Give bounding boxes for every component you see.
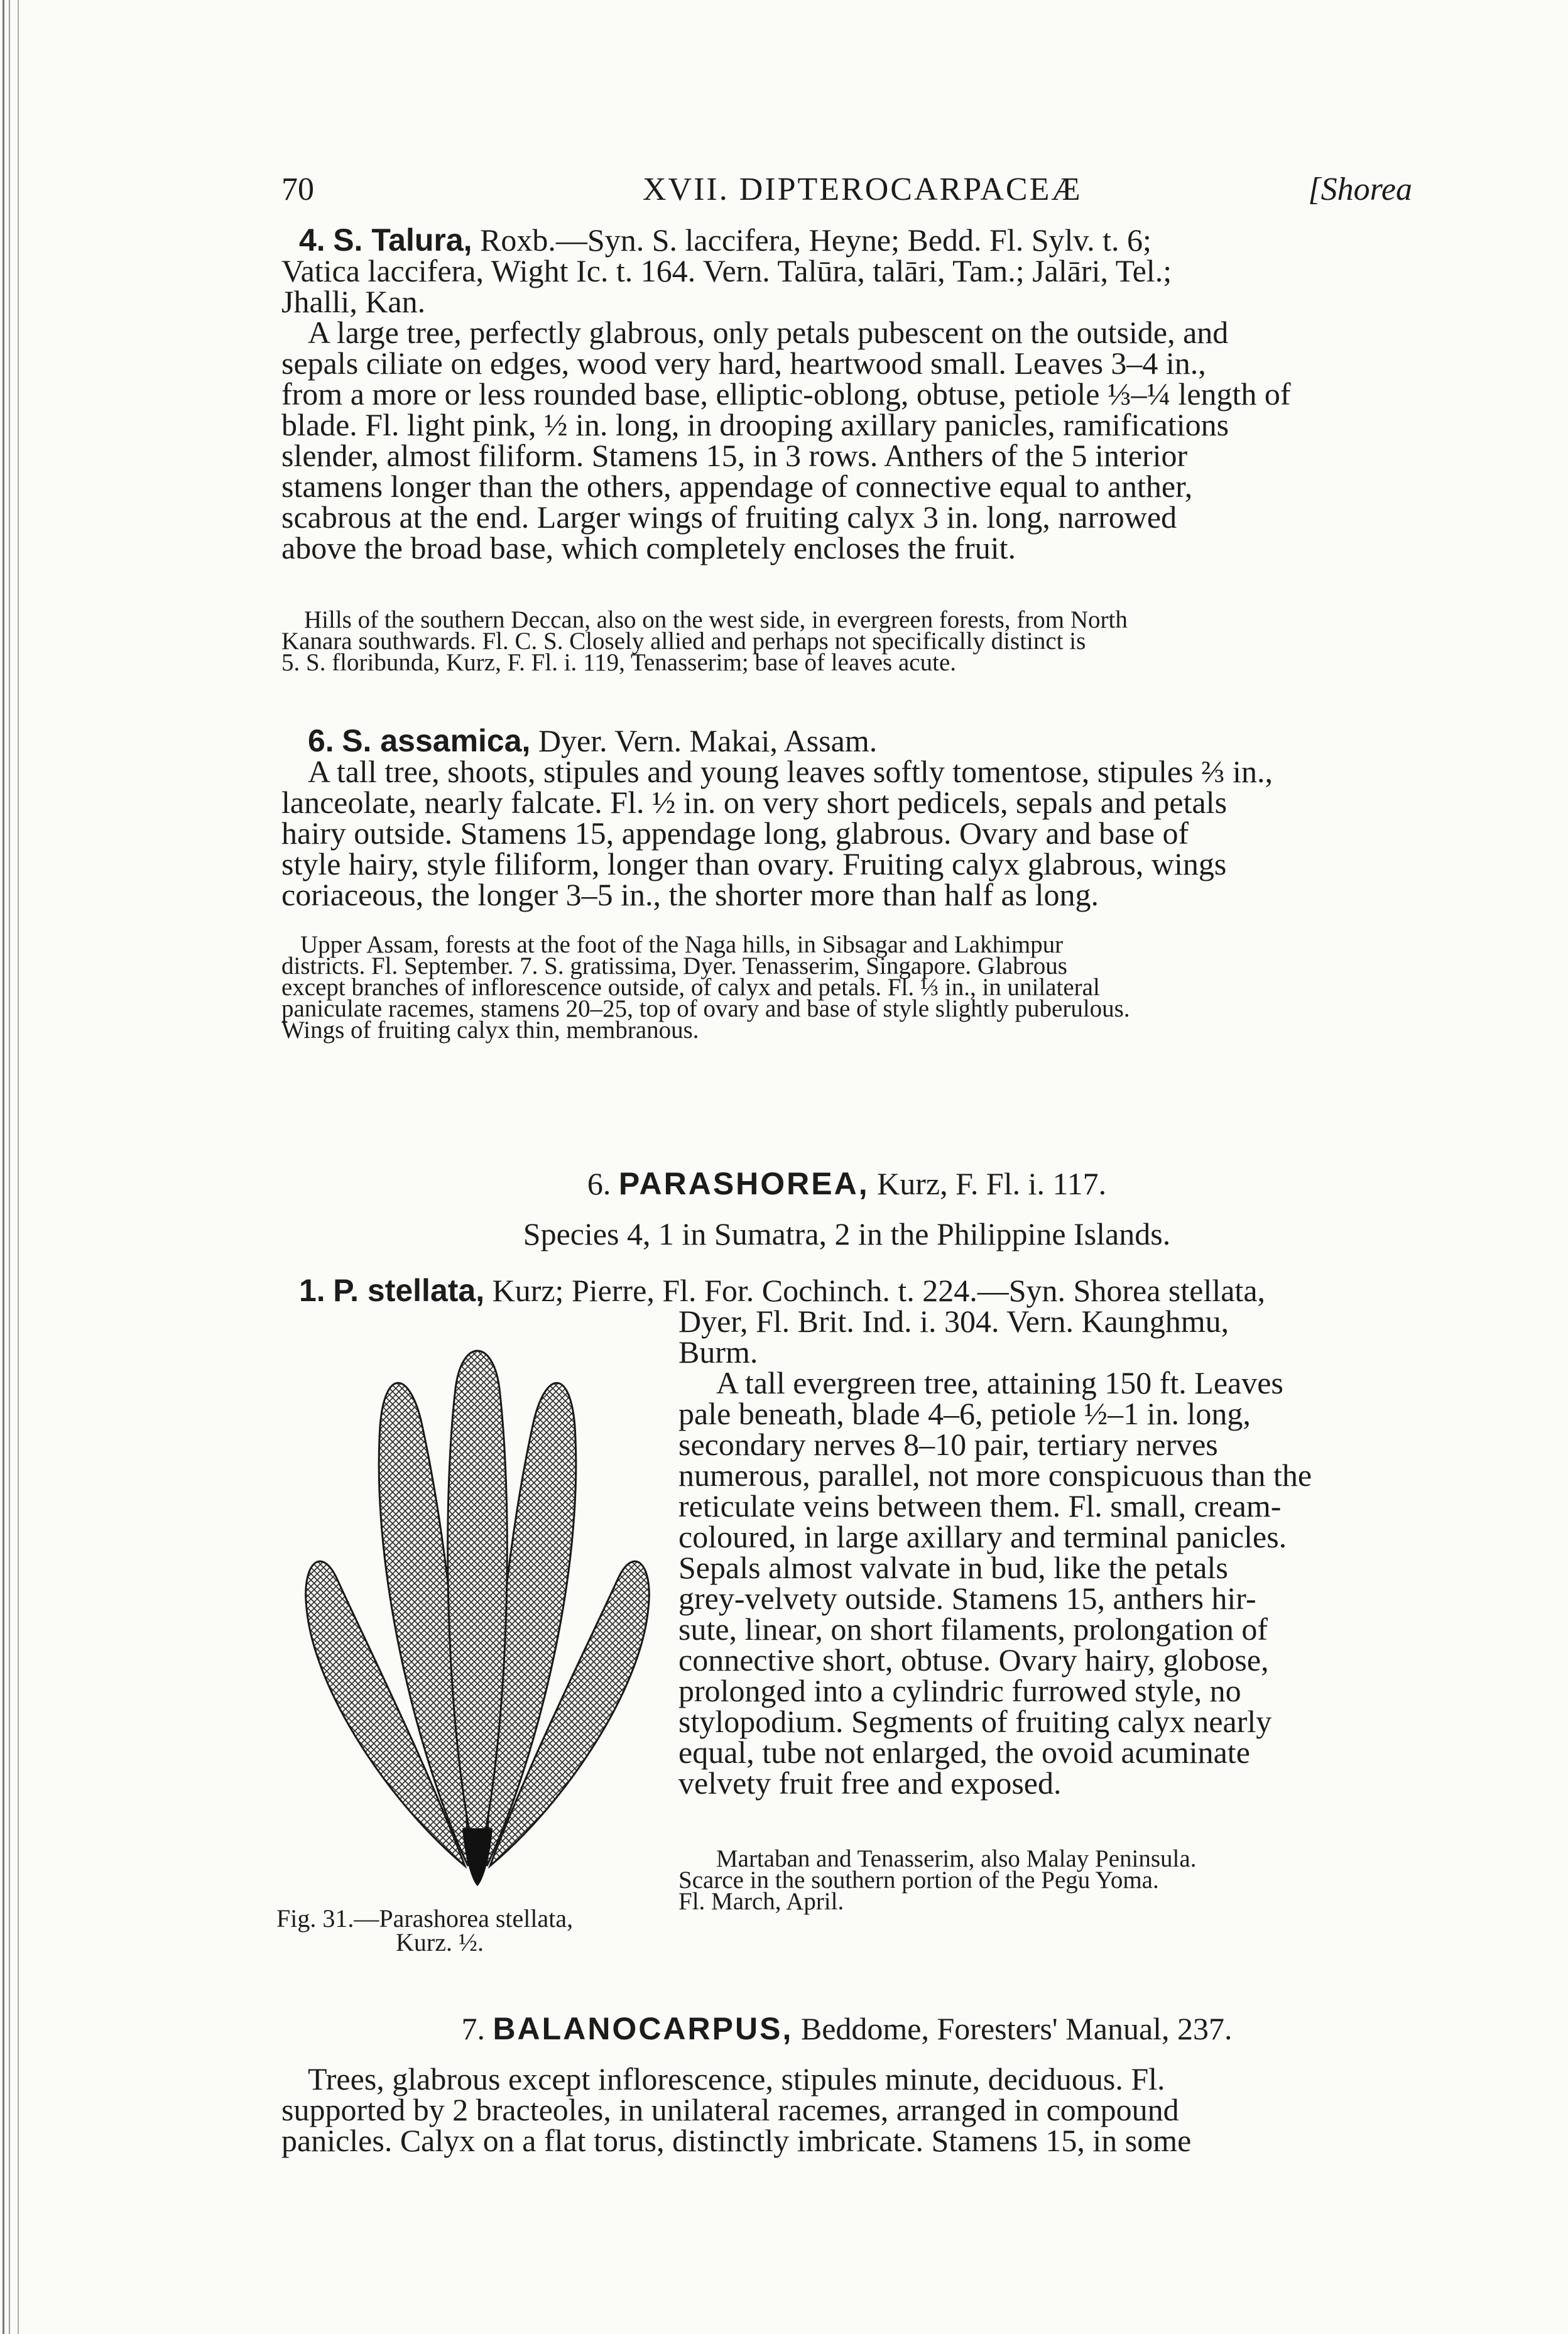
page-number: 70 <box>281 172 314 207</box>
running-title: XVII. DIPTEROCARPACEÆ <box>643 172 1082 207</box>
binding-edge <box>0 0 38 2334</box>
running-genus: [Shorea <box>1308 172 1412 207</box>
p-stellata-line1: 1. P. stellata, Kurz; Pierre, Fl. For. Cochinch. t. 224.—Syn. Shorea stellata, <box>299 1273 1266 1308</box>
genus-6-heading: 6. PARASHOREA, Kurz, F. Fl. i. 117. <box>587 1166 1107 1201</box>
species-4-note: Hills of the southern Deccan, also on the west side, in evergreen forests, from North Kanara southwards. Fl. C. S. Closely allied and perhaps not specifically distinct is 5. S. floribunda, Kurz, F. Fl. i. 119, Tenasserim; base of leaves acute. <box>281 606 1128 676</box>
running-header <box>281 171 1412 209</box>
species-6-note: Upper Assam, forests at the foot of the Naga hills, in Sibsagar and Lakhimpur districts. Fl. September. 7. S. gratissima, Dyer. Tenasserim, Singapore. Glabrous except branches of inflorescence outside, of calyx and petals. Fl. ⅓ in., in unilateral paniculate racemes, stamens 20–25, top of ovary and base of style slightly puberulous. Wings of fruiting calyx thin, membranous. <box>281 931 1130 1044</box>
species-6-entry <box>281 723 1412 912</box>
species-6-name: S. assamica, <box>342 723 531 758</box>
fruit-base <box>462 1828 493 1886</box>
genus-7-description: Trees, glabrous except inflorescence, stipules minute, deciduous. Fl. supported by 2 bracteoles, in unilateral racemes, arranged in compound panicles. Calyx on a flat torus, distinctly imbricate. Stamens 15, in some <box>281 2061 1192 2158</box>
species-4-name: S. Talura, <box>333 222 472 258</box>
genus-6-name: PARASHOREA, <box>618 1166 869 1201</box>
species-4-description: A large tree, perfectly glabrous, only petals pubescent on the outside, and sepals ciliate on edges, wood very hard, heartwood small. Leaves 3–4 in., from a more or less rounded base, elliptic-oblong, obtuse, petiole ⅓–¼ length of blade. Fl. light pink, ½ in. long, in drooping axillary panicles, ramifications slender, almost filiform. Stamens 15, in 3 rows. Anthers of the 5 interior stamens longer than the others, appendage of connective equal to anther, scabrous at the end. Larger wings of fruiting calyx 3 in. long, narrowed above the broad base, which completely encloses the fruit. <box>281 315 1291 565</box>
species-6-description: A tall tree, shoots, stipules and young leaves softly tomentose, stipules ⅔ in., lanceolate, nearly falcate. Fl. ½ in. on very short pedicels, sepals and petals hairy outside. Stamens 15, appendage long, glabrous. Ovary and base of style hairy, style filiform, longer than ovary. Fruiting calyx glabrous, wings coriaceous, the longer 3–5 in., the shorter more than half as long. <box>281 754 1273 912</box>
species-4-line3: Jhalli, Kan. <box>281 284 426 319</box>
figure-31-fruit-illustration <box>276 1313 678 1891</box>
genus-7-heading: 7. BALANOCARPUS, Beddome, Foresters' Manual, 237. <box>461 2011 1233 2046</box>
figure-31-caption: Fig. 31.—Parashorea stellata, Kurz. ½. <box>276 1904 574 1956</box>
species-4-entry <box>281 222 1412 565</box>
p-stellata-note: Martaban and Tenasserim, also Malay Peninsula. Scarce in the southern portion of the Pegu Yoma. Fl. March, April. <box>678 1845 1197 1915</box>
p-stellata-description: Dyer, Fl. Brit. Ind. i. 304. Vern. Kaunghmu, Burm. A tall evergreen tree, attaining 150 ft. Leaves pale beneath, blade 4–6, petiole ½–1 in. long, secondary nerves 8–10 pair, tertiary nerves numerous, parallel, not more conspicuous than the reticulate veins between them. Fl. small, cream- coloured, in large axillary and terminal panicles. Sepals almost valvate in bud, like the petals grey-velvety outside. Stamens 15, anthers hir- sute, linear, on short filaments, prolongation of connective short, obtuse. Ovary hairy, globose, prolonged into a cylindric furrowed style, no stylopodium. Segments of fruiting calyx nearly equal, tube not enlarged, the ovoid acuminate velvety fruit free and exposed. <box>678 1304 1312 1801</box>
species-6-line1: 6. S. assamica, Dyer. Vern. Makai, Assam. <box>308 723 878 758</box>
species-4-line1: 4. S. Talura, Roxb.—Syn. S. laccifera, Heyne; Bedd. Fl. Sylv. t. 6; <box>299 222 1152 258</box>
genus-7-name: BALANOCARPUS, <box>493 2011 793 2046</box>
p-stellata-name: P. stellata, <box>333 1273 485 1308</box>
species-4-line2: Vatica laccifera, Wight Ic. t. 164. Vern. Talūra, talāri, Tam.; Jalāri, Tel.; <box>281 253 1172 288</box>
genus-6-subheading: Species 4, 1 in Sumatra, 2 in the Philippine Islands. <box>523 1216 1171 1252</box>
